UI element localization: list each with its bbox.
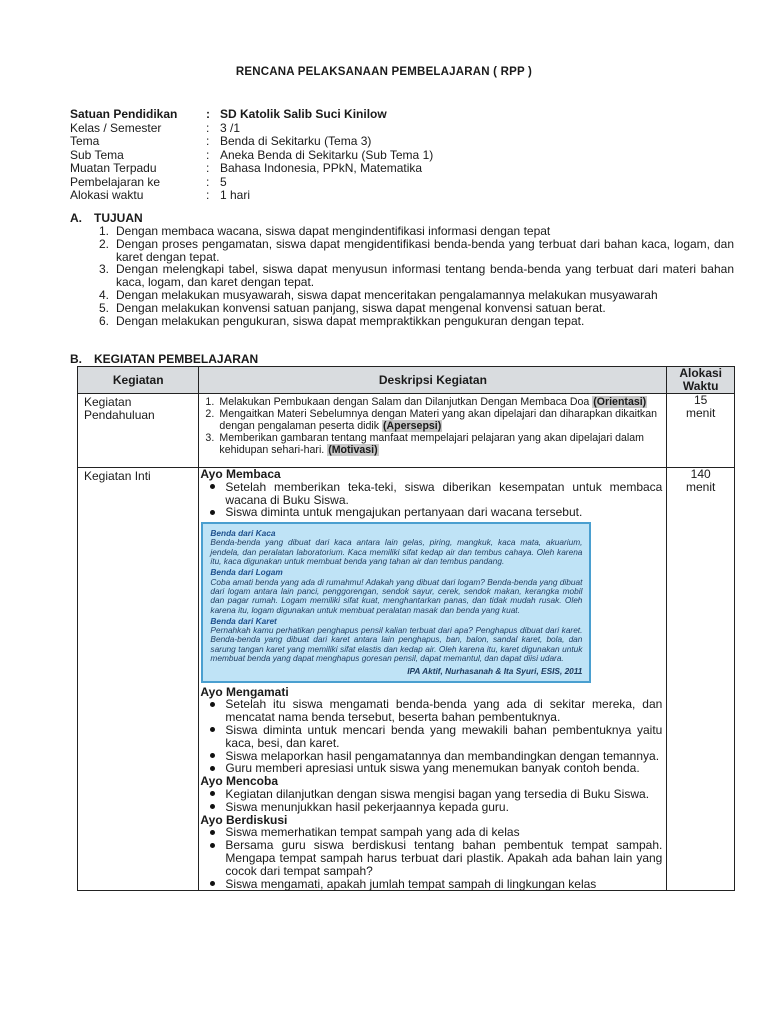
table-header-row	[78, 367, 735, 394]
alokasi-cell	[667, 394, 735, 468]
item-text: Dengan melakukan musyawarah, siswa dapat menceritakan pengalamannya melakukan musyawarah	[116, 287, 658, 302]
list-item	[70, 289, 734, 302]
dot-icon	[210, 804, 215, 809]
bullet-icon	[199, 826, 225, 839]
dot-icon	[210, 702, 215, 707]
list-item	[199, 506, 662, 519]
deskripsi-cell	[199, 394, 667, 468]
list-item	[70, 263, 734, 289]
passage-text: Coba amati benda yang ada di rumahmu! Adakah yang dibuat dari logam? Benda-benda yang dibuat dari logam antara lain panci, penggorengan, sendok sayur, cerek, sendok makan, kerangka mobil dan pagar rumah. Logam memiliki sifat kuat, menghantarkan panas, dan tidak mudah rusak. Oleh karena itu, logam digunakan untuk membuat peralatan masak dan benda yang kuat.	[210, 576, 583, 615]
ayo-membaca-heading: Ayo Membaca	[200, 467, 281, 481]
item-text: Guru memberi apresiasi untuk siswa yang menemukan banyak contoh benda.	[225, 761, 640, 776]
ayo-mencoba-heading: Ayo Mencoba	[200, 774, 278, 789]
item-number: 2.	[98, 236, 109, 251]
identity-row	[70, 149, 433, 163]
item-number: 5.	[98, 300, 109, 315]
item-body: Melakukan Pembukaan dengan Salam dan Dilanjutkan Dengan Membaca Doa	[219, 396, 590, 408]
bullet-icon	[199, 839, 225, 877]
item-text: Siswa memerhatikan tempat sampah yang ada di kelas	[225, 825, 520, 840]
kegiatan-cell	[78, 394, 199, 468]
item-number: 3.	[205, 432, 215, 444]
item-number: 2.	[205, 408, 215, 420]
list-item	[70, 315, 734, 328]
ayo-berdiskusi-heading: Ayo Berdiskusi	[200, 812, 288, 827]
dot-icon	[210, 484, 215, 489]
item-number: 3.	[98, 262, 109, 277]
passage-heading: Benda dari Logam	[210, 567, 283, 578]
passage-heading: Benda dari Kaca	[210, 528, 276, 539]
alokasi-cell	[667, 468, 735, 891]
bullet-icon	[199, 788, 225, 801]
document-title: RENCANA PELAKSANAAN PEMBELAJARAN ( RPP )	[235, 66, 533, 78]
item-text: Siswa diminta untuk mengajukan pertanyaan dari wacana tersebut.	[225, 505, 583, 520]
identity-value: Benda di Sekitarku (Tema 3)	[220, 134, 372, 148]
section-number: A.	[70, 211, 82, 225]
dot-icon	[210, 766, 215, 771]
list-item	[70, 225, 734, 238]
item-text: Setelah memberikan teka-teki, siswa diberikan kesempatan untuk membaca wacana di Buku Siswa.	[225, 479, 663, 507]
stage-tag: (Apersepsi)	[383, 420, 442, 432]
item-text: Dengan melakukan pengukuran, siswa dapat mempraktikkan pengukuran dengan tepat.	[116, 313, 585, 328]
dot-icon	[210, 843, 215, 848]
item-text: Kegiatan dilanjutkan dengan siswa mengisi bagan yang tersedia di Buku Siswa.	[225, 787, 650, 802]
identity-label: Sub Tema	[70, 147, 124, 162]
list-item	[70, 238, 734, 264]
identity-value: 1 hari	[220, 188, 251, 202]
bullet-icon	[199, 506, 225, 519]
section-title: TUJUAN	[94, 211, 143, 225]
identity-label: Pembelajaran ke	[70, 174, 161, 189]
identity-block	[70, 108, 433, 203]
header-deskripsi: Deskripsi Kegiatan	[199, 367, 667, 394]
list-item	[70, 302, 734, 315]
identity-row	[70, 122, 433, 136]
identity-value: Bahasa Indonesia, PPkN, Matematika	[220, 161, 423, 175]
dot-icon	[210, 727, 215, 732]
identity-label: Tema	[70, 134, 100, 148]
bullet-icon	[199, 481, 225, 507]
identity-label: Kelas / Semester	[70, 120, 162, 135]
item-number: 6.	[98, 313, 109, 328]
passage-heading: Benda dari Karet	[210, 615, 277, 626]
identity-label: Alokasi waktu	[70, 188, 144, 202]
identity-separator: :	[206, 107, 210, 121]
table-row	[78, 394, 735, 468]
dot-icon	[210, 753, 215, 758]
list-item	[199, 878, 662, 891]
item-text: Siswa menunjukkan hasil pekerjaannya kepada guru.	[225, 799, 509, 814]
header-kegiatan: Kegiatan	[78, 367, 199, 394]
table-row	[78, 468, 735, 891]
passage-text: Pernahkah kamu perhatikan penghapus pensil kalian terbuat dari apa? Penghapus dibuat dari karet. Benda-benda yang dibuat dari karet antara lain penghapus, ban, balon, sandal karet, bola, dan sarung tangan karet yang memiliki sifat elastis dan kedap air. Oleh karena itu, karet digunakan untuk membuat benda yang dapat menghapus goresan pensil, dapat memantul, dan dapat diisi udara.	[210, 625, 583, 664]
item-text	[219, 432, 662, 456]
identity-separator: :	[206, 134, 210, 148]
list-item	[205, 432, 662, 456]
identity-row	[70, 176, 433, 190]
passage-source: IPA Aktif, Nurhasanah & Ita Syuri, ESIS, 2011	[407, 666, 583, 677]
identity-value: SD Katolik Salib Suci Kinilow	[220, 107, 387, 121]
identity-separator: :	[206, 147, 210, 162]
kegiatan-label: Kegiatan Inti	[84, 469, 151, 483]
item-body: Mengaitkan Materi Sebelumnya dengan Materi yang akan dipelajari dan diharapkan dikaitkan dengan pengalaman peserta didik	[219, 408, 657, 432]
bullet-icon	[199, 698, 225, 724]
dot-icon	[210, 830, 215, 835]
item-number: 1.	[205, 396, 215, 408]
item-text: Dengan membaca wacana, siswa dapat mengindentifikasi informasi dengan tepat	[116, 224, 551, 238]
kegiatan-label: Kegiatan Pendahuluan	[84, 395, 155, 422]
item-text	[219, 396, 662, 408]
item-text	[219, 408, 662, 432]
list-item	[199, 839, 662, 877]
bullet-icon	[199, 801, 225, 814]
list-item	[199, 801, 662, 814]
tujuan-list	[70, 225, 734, 327]
identity-value: Aneka Benda di Sekitarku (Sub Tema 1)	[220, 147, 434, 162]
item-text: Siswa mengamati, apakah jumlah tempat sampah di lingkungan kelas	[225, 876, 597, 891]
identity-value: 5	[220, 174, 227, 189]
item-text: Dengan melakukan konvensi satuan panjang, siswa dapat mengenal konvensi satuan berat.	[116, 300, 606, 315]
stage-tag: (Orientasi)	[593, 396, 647, 408]
bullet-icon	[199, 878, 225, 891]
list-item	[199, 788, 662, 801]
identity-separator: :	[206, 161, 210, 175]
identity-row	[70, 135, 433, 149]
deskripsi-cell	[199, 468, 667, 891]
identity-value: 3 /1	[220, 120, 241, 135]
bullet-icon	[199, 750, 225, 763]
inti-content	[199, 468, 666, 890]
identity-row	[70, 189, 433, 203]
alokasi-value: 140	[690, 467, 711, 481]
identity-label: Muatan Terpadu	[70, 161, 157, 175]
section-number: B.	[70, 352, 82, 366]
list-item	[205, 396, 662, 408]
passage-text: Benda-benda yang dibuat dari kaca antara lain gelas, piring, mangkuk, kaca mata, akuarium, jendela, dan peralatan laboratorium. Kaca memiliki sifat kedap air dan tembus cahaya. Oleh karena itu, kaca digunakan untuk membuat benda yang tahan air dan tembus pandang.	[210, 537, 583, 567]
list-item	[199, 724, 662, 750]
item-number: 1.	[98, 224, 109, 238]
stage-tag: (Motivasi)	[328, 444, 378, 456]
section-a-heading	[70, 211, 143, 225]
item-body: Memberikan gambaran tentang manfaat mempelajari pelajaran yang akan dipelajari dalam kehidupan sehari-hari.	[219, 432, 645, 456]
kegiatan-cell	[78, 468, 199, 891]
item-number: 4.	[98, 287, 109, 302]
dot-icon	[210, 510, 215, 515]
bullet-icon	[199, 724, 225, 750]
item-text: Bersama guru siswa berdiskusi tentang bahan pembentuk tempat sampah. Mengapa tempat sampah harus terbuat dari plastik. Apakah ada bahan lain yang cocok dari tempat sampah?	[225, 838, 663, 878]
list-item	[205, 408, 662, 432]
identity-separator: :	[206, 120, 210, 135]
identity-separator: :	[206, 188, 210, 202]
alokasi-unit: menit	[686, 406, 716, 420]
item-text: Dengan proses pengamatan, siswa dapat mengidentifikasi benda-benda yang terbuat dari bahan kaca, logam, dan karet dengan tepat.	[116, 236, 734, 264]
dot-icon	[210, 881, 215, 886]
item-text: Dengan melengkapi tabel, siswa dapat menyusun informasi tentang benda-benda yang terbuat dari materi bahan kaca, logam, dan karet dengan tepat.	[116, 262, 734, 290]
identity-row	[70, 162, 433, 176]
dot-icon	[210, 791, 215, 796]
identity-separator: :	[206, 174, 210, 189]
section-title: KEGIATAN PEMBELAJARAN	[94, 352, 259, 366]
ayo-mengamati-heading: Ayo Mengamati	[200, 684, 289, 699]
item-text: Siswa diminta untuk mencari benda yang mewakili bahan pembentuknya yaitu kaca, besi, dan karet.	[225, 723, 663, 750]
header-alokasi: Alokasi Waktu	[667, 367, 735, 394]
pendahuluan-list	[199, 394, 666, 456]
reading-passage-box	[201, 522, 591, 682]
identity-row	[70, 108, 433, 122]
kegiatan-table	[77, 366, 735, 891]
alokasi-unit: menit	[686, 480, 716, 494]
section-b-heading	[70, 352, 258, 366]
identity-label: Satuan Pendidikan	[70, 107, 178, 121]
item-text: Setelah itu siswa mengamati benda-benda yang ada di sekitar mereka, dan mencatat nama benda tersebut, beserta bahan pembentuknya.	[225, 697, 663, 725]
alokasi-value: 15	[693, 393, 708, 407]
list-item	[199, 481, 662, 507]
item-text: Siswa melaporkan hasil pengamatannya dan membandingkan dengan temannya.	[225, 748, 660, 763]
list-item	[199, 698, 662, 724]
